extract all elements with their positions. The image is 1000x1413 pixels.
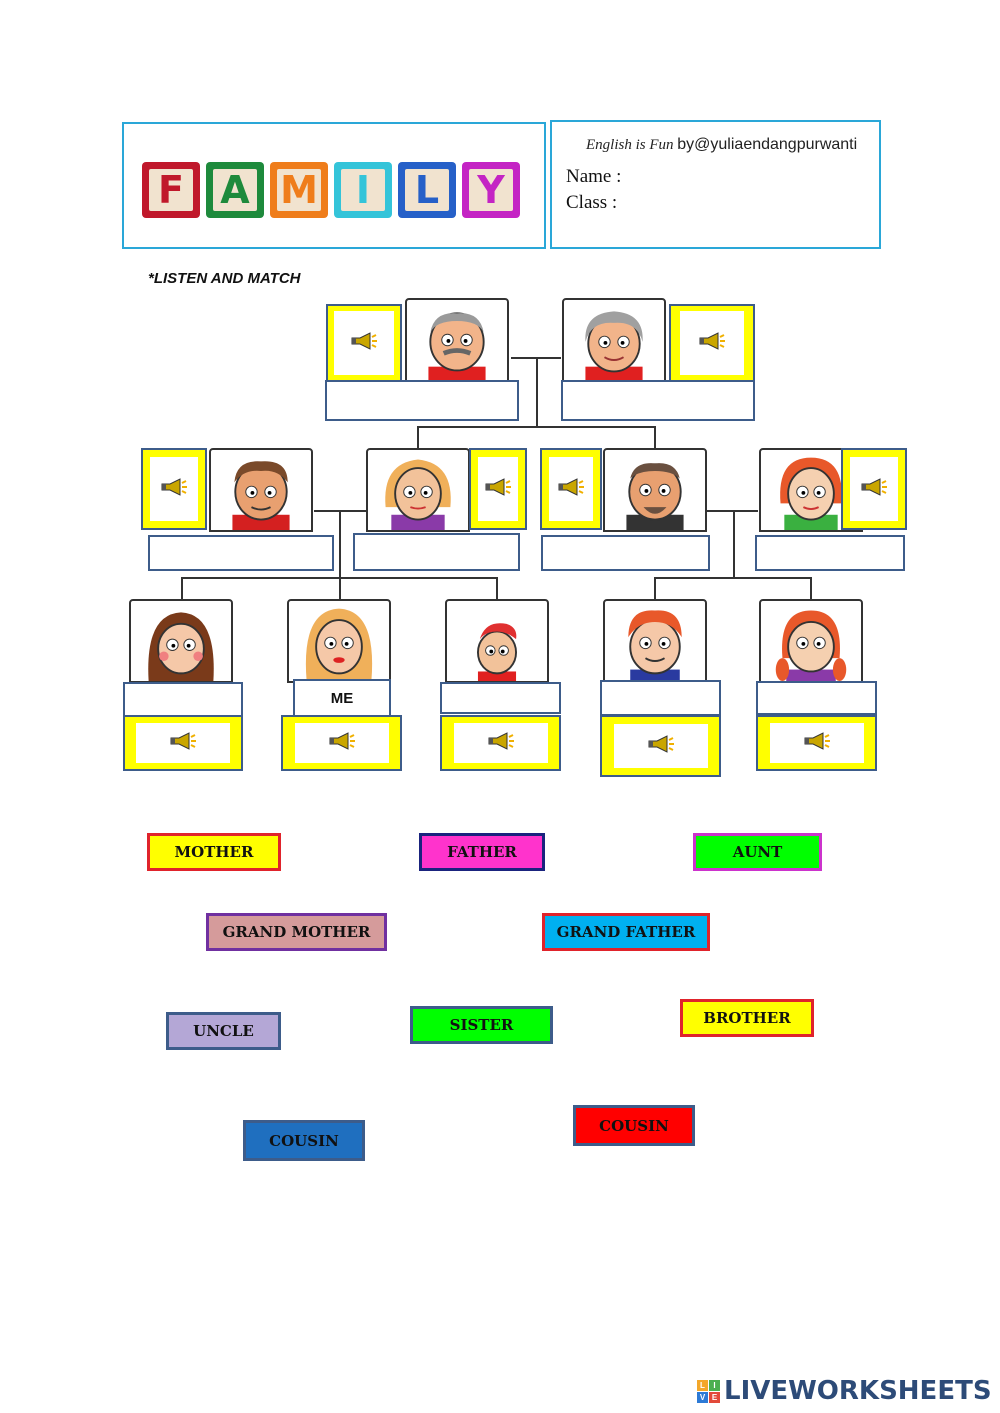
speaker-aunt[interactable]: [841, 448, 907, 530]
answer-box-mother[interactable]: [353, 533, 520, 571]
me-portrait: [287, 599, 391, 683]
speaker-cousin-3[interactable]: [756, 715, 877, 771]
answer-box-cousin-2[interactable]: [600, 680, 721, 716]
answer-box-uncle[interactable]: [148, 535, 334, 571]
word-chip-grand-father[interactable]: GRAND FATHER: [542, 913, 710, 951]
letter-block-i: I: [334, 162, 392, 218]
cousin-girl-braids-portrait: [759, 599, 863, 683]
author-credit: English is Fun by@yuliaendangpurwanti: [586, 136, 858, 153]
class-field-label: Class :: [566, 192, 618, 213]
word-chip-mother[interactable]: MOTHER: [147, 833, 281, 871]
word-chip-father[interactable]: FATHER: [419, 833, 545, 871]
answer-box-cousin-3[interactable]: [756, 681, 877, 715]
cousin-girl-portrait: [129, 599, 233, 683]
logo-grid-icon: L I V E: [697, 1380, 720, 1403]
speaker-brother[interactable]: [440, 715, 561, 771]
letter-block-a: A: [206, 162, 264, 218]
megaphone-speaker-icon: [169, 731, 197, 756]
liveworksheets-logo: [697, 1376, 992, 1406]
letter-block-y: Y: [462, 162, 520, 218]
answer-box-grandfather[interactable]: [325, 380, 519, 421]
speaker-mother[interactable]: [469, 448, 527, 530]
father-portrait: [603, 448, 707, 532]
letter-block-l: L: [398, 162, 456, 218]
speaker-grandmother[interactable]: [669, 304, 755, 382]
megaphone-speaker-icon: [350, 331, 378, 356]
grandfather-portrait: [405, 298, 509, 382]
student-info-box: [550, 120, 881, 249]
answer-box-grandmother[interactable]: [561, 380, 755, 421]
logo-text: LIVEWORKSHEETS: [724, 1376, 992, 1406]
answer-box-father[interactable]: [541, 535, 710, 571]
cousin-boy-portrait: [603, 599, 707, 683]
megaphone-speaker-icon: [160, 477, 188, 502]
name-field-label: Name :: [566, 166, 622, 187]
word-chip-grand-mother[interactable]: GRAND MOTHER: [206, 913, 387, 951]
word-chip-cousin-blue[interactable]: COUSIN: [243, 1120, 365, 1161]
word-chip-sister[interactable]: SISTER: [410, 1006, 553, 1044]
word-chip-uncle[interactable]: UNCLE: [166, 1012, 281, 1050]
letter-block-f: F: [142, 162, 200, 218]
uncle-portrait: [209, 448, 313, 532]
megaphone-speaker-icon: [557, 477, 585, 502]
speaker-uncle[interactable]: [141, 448, 207, 530]
megaphone-speaker-icon: [803, 731, 831, 756]
mother-portrait: [366, 448, 470, 532]
megaphone-speaker-icon: [487, 731, 515, 756]
word-chip-aunt[interactable]: AUNT: [693, 833, 822, 871]
megaphone-speaker-icon: [698, 331, 726, 356]
answer-box-aunt[interactable]: [755, 535, 905, 571]
title-box: [122, 122, 546, 249]
speaker-cousin-2[interactable]: [600, 715, 721, 777]
speaker-grandfather[interactable]: [326, 304, 402, 382]
megaphone-speaker-icon: [328, 731, 356, 756]
word-chip-brother[interactable]: BROTHER: [680, 999, 814, 1037]
instruction-text: *LISTEN AND MATCH: [148, 270, 301, 287]
speaker-father[interactable]: [540, 448, 602, 530]
speaker-cousin-1[interactable]: [123, 715, 243, 771]
word-chip-cousin-red[interactable]: COUSIN: [573, 1105, 695, 1146]
brother-portrait: [445, 599, 549, 683]
megaphone-speaker-icon: [484, 477, 512, 502]
megaphone-speaker-icon: [860, 477, 888, 502]
answer-box-brother[interactable]: [440, 682, 561, 714]
me-label-box: ME: [293, 679, 391, 717]
grandmother-portrait: [562, 298, 666, 382]
megaphone-speaker-icon: [647, 734, 675, 759]
letter-block-m: M: [270, 162, 328, 218]
speaker-me[interactable]: [281, 715, 402, 771]
